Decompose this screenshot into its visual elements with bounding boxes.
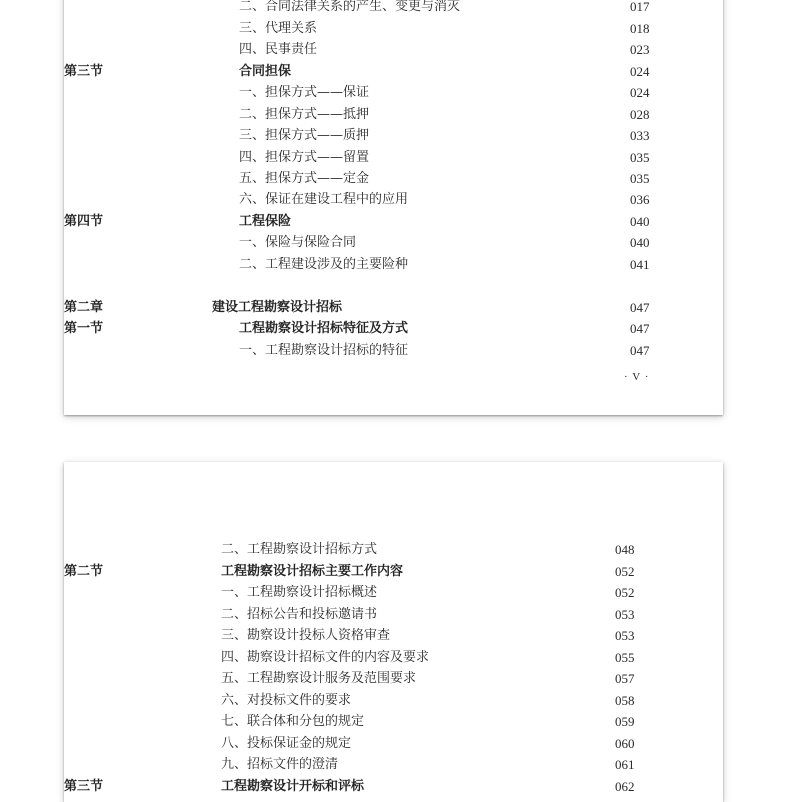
toc-entry-page: 040 — [630, 235, 650, 250]
toc-entry-page: 053 — [615, 607, 635, 622]
toc-entry — [64, 604, 723, 625]
toc-entry — [64, 647, 723, 668]
toc-entry — [64, 690, 723, 711]
toc-entry-title: 六、对投标文件的要求 — [221, 693, 352, 708]
toc-entry-page: 035 — [630, 171, 650, 186]
toc-entry-page: 024 — [630, 85, 650, 100]
toc-section-title: 工程勘察设计开标和评标 — [221, 779, 365, 794]
toc-entry-title: 四、勘察设计招标文件的内容及要求 — [221, 650, 430, 665]
page-folio: · V · — [624, 371, 650, 383]
toc-entry-title: 二、招标公告和投标邀请书 — [221, 607, 378, 622]
toc-entry-page: 041 — [630, 257, 650, 272]
toc-entry — [64, 625, 723, 646]
toc-entry-title: 一、保险与保险合同 — [239, 235, 357, 250]
toc-entry — [64, 0, 723, 17]
toc-entry — [64, 254, 723, 275]
toc-entry-title: 三、担保方式——质押 — [239, 128, 370, 143]
toc-entry-title: 四、担保方式——留置 — [239, 150, 370, 165]
toc-entry-page: 047 — [630, 321, 650, 336]
toc-page-lower — [64, 462, 723, 802]
toc-entry-page: 040 — [630, 214, 650, 229]
toc-section-title: 工程勘察设计招标特征及方式 — [239, 321, 409, 336]
toc-entry-title: 二、工程勘察设计招标方式 — [221, 542, 378, 557]
toc-entry-title: 五、工程勘察设计服务及范围要求 — [221, 671, 417, 686]
toc-entry-page: 053 — [615, 628, 635, 643]
toc-section-number: 第三节 — [64, 779, 104, 794]
toc-entry-page: 047 — [630, 343, 650, 358]
toc-entry — [64, 39, 723, 60]
toc-entry-title: 一、工程勘察设计招标概述 — [221, 585, 378, 600]
toc-chapter-number: 第二章 — [64, 300, 104, 315]
toc-section-title: 工程保险 — [239, 214, 292, 229]
toc-chapter-heading — [64, 297, 723, 318]
toc-section-heading — [64, 318, 723, 339]
toc-entry-page: 062 — [615, 779, 635, 794]
toc-entry — [64, 539, 723, 560]
toc-entry-page: 048 — [615, 542, 635, 557]
toc-section-number: 第三节 — [64, 64, 104, 79]
toc-section-heading — [64, 776, 723, 797]
toc-entry-title: 二、合同法律关系的产生、变更与消灭 — [239, 0, 461, 14]
toc-entry-title: 一、担保方式——保证 — [239, 85, 370, 100]
toc-section-number: 第四节 — [64, 214, 104, 229]
toc-entry-title: 二、工程建设涉及的主要险种 — [239, 257, 409, 272]
toc-section-heading — [64, 561, 723, 582]
toc-entry — [64, 711, 723, 732]
toc-entry-page: 024 — [630, 64, 650, 79]
toc-entry-title: 九、招标文件的澄清 — [221, 757, 339, 772]
toc-entry-page: 035 — [630, 150, 650, 165]
toc-section-number: 第一节 — [64, 321, 104, 336]
toc-entry — [64, 668, 723, 689]
toc-entry-title: 二、担保方式——抵押 — [239, 107, 370, 122]
toc-entry-title: 五、担保方式——定金 — [239, 171, 370, 186]
toc-section-heading — [64, 61, 723, 82]
toc-entry-page: 052 — [615, 585, 635, 600]
toc-entry-title: 三、代理关系 — [239, 21, 318, 36]
toc-entry-title: 四、民事责任 — [239, 42, 318, 57]
toc-entry-title: 八、投标保证金的规定 — [221, 736, 352, 751]
toc-entry — [64, 754, 723, 775]
toc-entry — [64, 147, 723, 168]
toc-entry-page: 057 — [615, 671, 635, 686]
toc-entry-page: 033 — [630, 128, 650, 143]
toc-entry — [64, 82, 723, 103]
toc-entry-page: 058 — [615, 693, 635, 708]
toc-chapter-title: 建设工程勘察设计招标 — [212, 300, 343, 315]
toc-entry — [64, 232, 723, 253]
toc-entry-page: 017 — [630, 0, 650, 14]
toc-entry-page: 061 — [615, 757, 635, 772]
toc-section-title: 工程勘察设计招标主要工作内容 — [221, 564, 404, 579]
toc-entry — [64, 18, 723, 39]
toc-entry — [64, 125, 723, 146]
toc-entry — [64, 733, 723, 754]
toc-entry-title: 一、工程勘察设计招标的特征 — [239, 343, 409, 358]
toc-entry — [64, 340, 723, 361]
toc-section-number: 第二节 — [64, 564, 104, 579]
toc-entry-page: 023 — [630, 42, 650, 57]
toc-page-upper — [64, 0, 723, 415]
toc-entry-page: 055 — [615, 650, 635, 665]
toc-entry-title: 三、勘察设计投标人资格审查 — [221, 628, 391, 643]
toc-entry-page: 028 — [630, 107, 650, 122]
toc-entry-page: 060 — [615, 736, 635, 751]
toc-entry-title: 七、联合体和分包的规定 — [221, 714, 365, 729]
toc-entry-title: 六、保证在建设工程中的应用 — [239, 192, 409, 207]
toc-section-title: 合同担保 — [239, 64, 292, 79]
toc-entry-page: 047 — [630, 300, 650, 315]
toc-entry — [64, 104, 723, 125]
toc-entry — [64, 168, 723, 189]
toc-entry-page: 052 — [615, 564, 635, 579]
toc-section-heading — [64, 211, 723, 232]
toc-entry-page: 059 — [615, 714, 635, 729]
toc-entry — [64, 582, 723, 603]
toc-entry — [64, 189, 723, 210]
toc-entry-page: 036 — [630, 192, 650, 207]
toc-entry-page: 018 — [630, 21, 650, 36]
